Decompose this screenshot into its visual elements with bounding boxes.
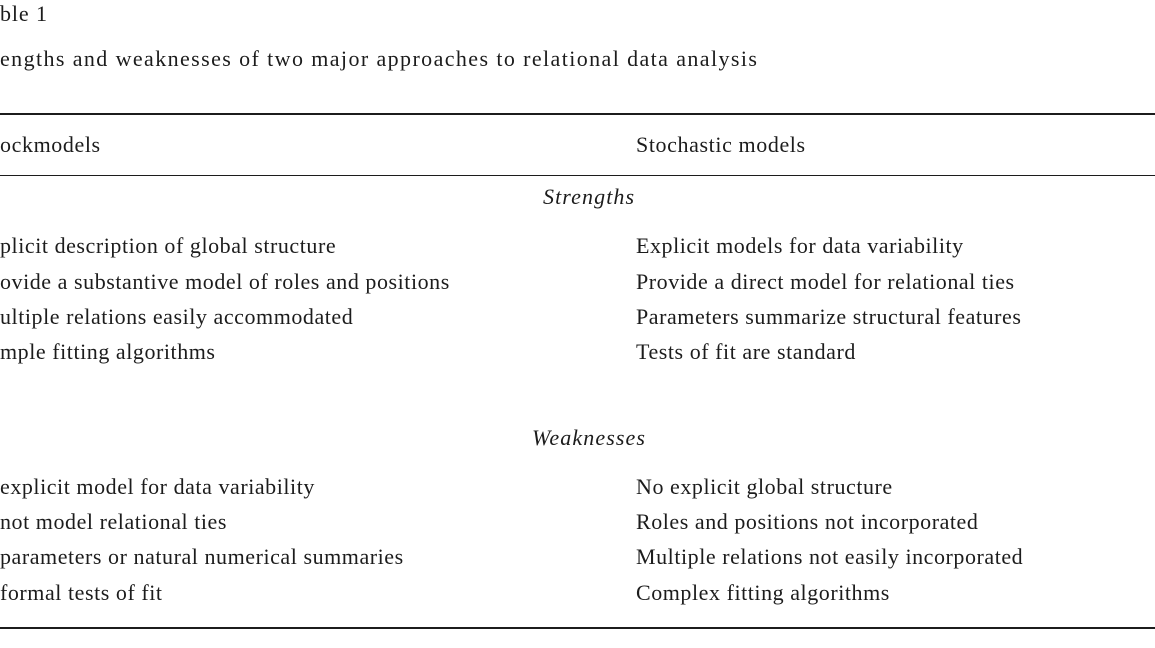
row-cell-blockmodels: not model relational ties — [0, 509, 227, 534]
row-cell-stochastic: Provide a direct model for relational ties — [636, 269, 1015, 294]
row-cell-stochastic: Roles and positions not incorporated — [636, 509, 979, 534]
row-cell-blockmodels: formal tests of fit — [0, 580, 163, 605]
row-cell-blockmodels: ovide a substantive model of roles and positions — [0, 269, 450, 294]
column-header-stochastic-models: Stochastic models — [636, 132, 806, 157]
top-rule — [0, 113, 1155, 115]
row-cell-stochastic: Complex fitting algorithms — [636, 580, 890, 605]
row-cell-blockmodels: ultiple relations easily accommodated — [0, 304, 354, 329]
row-cell-stochastic: Tests of fit are standard — [636, 339, 856, 364]
row-cell-blockmodels: parameters or natural numerical summaries — [0, 544, 404, 569]
header-rule — [0, 175, 1155, 176]
row-cell-stochastic: Multiple relations not easily incorporated — [636, 544, 1024, 569]
table-number: ble 1 — [0, 1, 48, 26]
row-cell-blockmodels: mple fitting algorithms — [0, 339, 216, 364]
row-cell-stochastic: Explicit models for data variability — [636, 233, 964, 258]
column-header-blockmodels: ockmodels — [0, 132, 101, 157]
section-title-weaknesses: Weaknesses — [532, 425, 647, 450]
row-cell-stochastic: Parameters summarize structural features — [636, 304, 1022, 329]
bottom-rule — [0, 627, 1155, 629]
row-cell-blockmodels: plicit description of global structure — [0, 233, 337, 258]
row-cell-stochastic: No explicit global structure — [636, 474, 893, 499]
row-cell-blockmodels: explicit model for data variability — [0, 474, 315, 499]
section-title-strengths: Strengths — [543, 184, 636, 209]
table-caption: engths and weaknesses of two major approaches to relational data analysis — [0, 46, 759, 71]
